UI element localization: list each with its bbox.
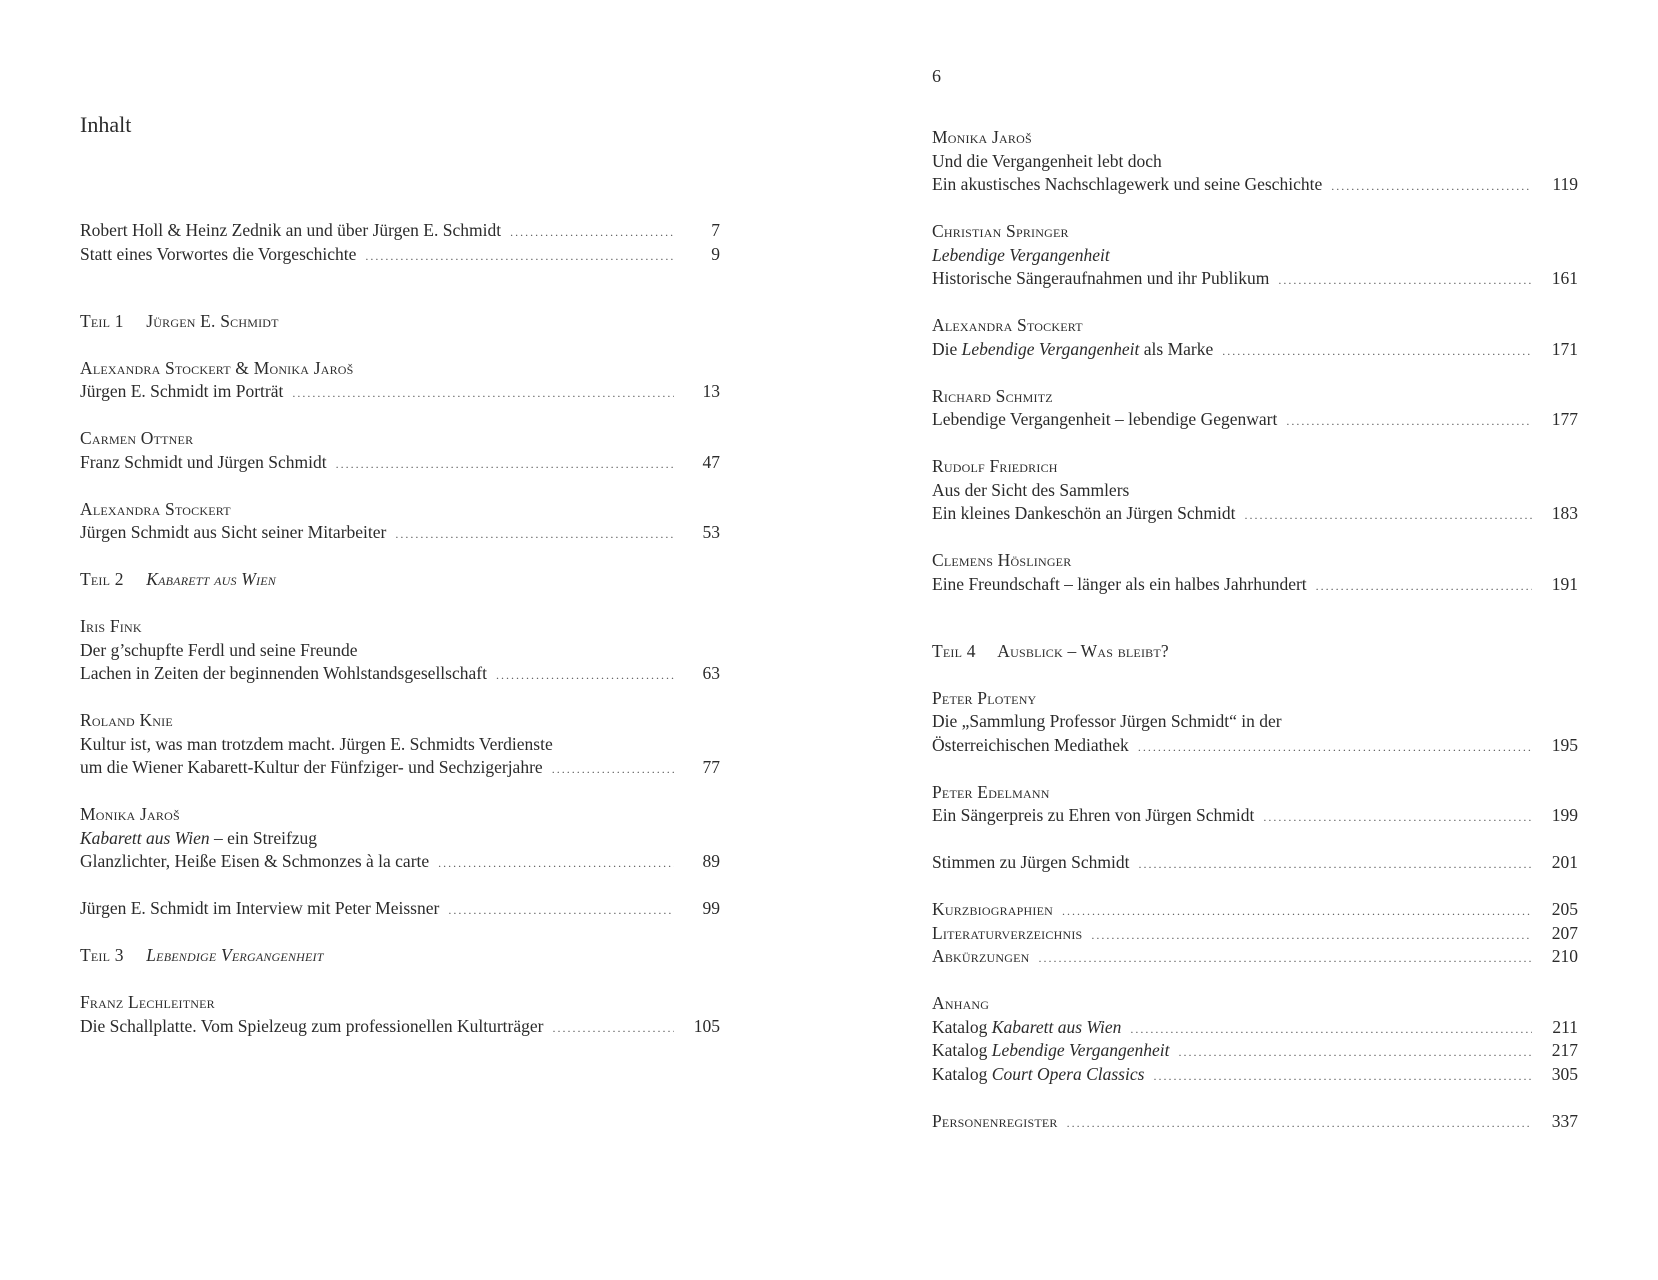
page-number: 89 (702, 851, 720, 871)
leader-dots (1153, 1065, 1532, 1089)
toc-row[interactable] (932, 573, 1578, 597)
left-page (80, 0, 720, 1280)
toc-row[interactable] (932, 173, 1578, 197)
leader-dots (1278, 269, 1532, 293)
toc-entry (932, 687, 1578, 758)
toc-entry-title: um die Wiener Kabarett-Kultur der Fünfziger- und Sechzigerjahre (80, 757, 543, 777)
toc-entry (80, 498, 720, 545)
toc-entry-title: Kurzbiographien (932, 899, 1053, 919)
leader-dots (552, 1017, 674, 1041)
toc-entry-line: Die „Sammlung Professor Jürgen Schmidt“ in der (932, 711, 1282, 731)
part-title: Ausblick – Was bleibt? (997, 640, 1169, 661)
toc-author: Clemens Höslinger (932, 550, 1072, 570)
page-number: 13 (702, 381, 720, 401)
page-number: 207 (1551, 922, 1578, 943)
toc-row[interactable] (80, 850, 720, 874)
part-label: Teil 4 (932, 640, 976, 661)
toc-entry-title: Ein Sängerpreis zu Ehren von Jürgen Schmidt (932, 805, 1255, 825)
toc-entry-title: Franz Schmidt und Jürgen Schmidt (80, 451, 327, 472)
toc-entry-title: Robert Holl & Heinz Zednik an und über Jürgen E. Schmidt (80, 220, 502, 240)
right-page (932, 0, 1578, 1280)
page-number: 47 (702, 451, 720, 472)
page-number: 171 (1551, 338, 1578, 359)
italic-title: Court Opera Classics (991, 1063, 1145, 1084)
toc-entry-title: Lebendige Vergangenheit – lebendige Gegenwart (932, 409, 1278, 429)
page-number: 161 (1551, 268, 1578, 288)
toc-row[interactable] (932, 267, 1578, 291)
leader-dots (510, 221, 674, 245)
toc-entry (80, 897, 720, 921)
page-number: 217 (1551, 1040, 1578, 1060)
italic-title: Lebendige Vergangenheit (961, 338, 1140, 359)
toc-right (932, 126, 1578, 1157)
text-pre: Katalog (932, 1063, 992, 1084)
page-title: Inhalt (80, 112, 132, 137)
toc-author: Richard Schmitz (932, 385, 1053, 406)
toc-row[interactable] (932, 922, 1578, 946)
page-number: 211 (1552, 1016, 1578, 1037)
toc-appendix (932, 992, 1578, 1086)
toc-back-matter (932, 898, 1578, 969)
page-number: 210 (1551, 946, 1578, 966)
toc-author: Alexandra Stockert & Monika Jaroš (80, 357, 354, 378)
toc-row[interactable] (932, 1039, 1578, 1063)
part-label: Teil 1 (80, 310, 124, 331)
page-number: 7 (711, 220, 720, 240)
page-number: 305 (1551, 1063, 1578, 1084)
toc-author: Christian Springer (932, 221, 1069, 241)
toc-entry-title: Abkürzungen (932, 946, 1030, 966)
toc-entry-title: Jürgen E. Schmidt im Interview mit Peter Meissner (80, 898, 440, 918)
toc-row[interactable] (932, 1016, 1578, 1040)
toc-row[interactable] (80, 521, 720, 545)
toc-row[interactable] (80, 756, 720, 780)
toc-entry-title: Die Schallplatte. Vom Spielzeug zum professionellen Kulturträger (80, 1015, 544, 1036)
page-number: 63 (702, 663, 720, 683)
toc-left (80, 219, 720, 1062)
toc-entry (932, 385, 1578, 432)
toc-row[interactable] (932, 734, 1578, 758)
page-number: 9 (711, 243, 720, 264)
toc-row[interactable] (932, 945, 1578, 969)
text-pre: Katalog (932, 1040, 992, 1060)
page-number: 205 (1551, 899, 1578, 919)
part-label: Teil 3 (80, 945, 124, 965)
toc-entry-title: Personenregister (932, 1110, 1058, 1131)
toc-entry (80, 991, 720, 1038)
page-number-header: 6 (932, 66, 941, 86)
page-number: 191 (1551, 573, 1578, 594)
toc-entry-title: Lachen in Zeiten der beginnenden Wohlstandsgesellschaft (80, 663, 487, 683)
italic-title: Lebendige Vergangenheit (991, 1040, 1170, 1060)
text-pre: Katalog (932, 1016, 992, 1037)
toc-row[interactable] (932, 338, 1578, 362)
page-number: 337 (1551, 1110, 1578, 1131)
toc-entry (80, 615, 720, 686)
toc-entry-title: Ein akustisches Nachschlagewerk und seine Geschichte (932, 174, 1323, 194)
toc-author: Roland Knie (80, 710, 173, 730)
page-number: 99 (702, 898, 720, 918)
italic-title: Kabarett aus Wien (991, 1016, 1122, 1037)
toc-row[interactable] (932, 1110, 1578, 1134)
appendix-heading: Anhang (932, 993, 990, 1013)
leader-dots (1331, 175, 1532, 199)
toc-row[interactable] (80, 243, 720, 267)
text-post: als Marke (1139, 338, 1214, 359)
leader-dots (1179, 1041, 1533, 1065)
toc-row[interactable] (932, 851, 1578, 875)
toc-entry-title: Eine Freundschaft – länger als ein halbes Jahrhundert (932, 573, 1307, 594)
page-number: 183 (1551, 503, 1578, 523)
page-number: 105 (693, 1015, 720, 1036)
part-heading (80, 944, 720, 968)
toc-entry-title: Jürgen Schmidt aus Sicht seiner Mitarbeiter (80, 522, 387, 542)
page-number: 177 (1551, 409, 1578, 429)
toc-entry-title (932, 1016, 1121, 1040)
toc-entry-title: Historische Sängeraufnahmen und ihr Publikum (932, 268, 1270, 288)
toc-intro (80, 219, 720, 266)
leader-dots (1091, 924, 1532, 948)
toc-entry (932, 781, 1578, 828)
toc-entry (80, 709, 720, 780)
line-rest: – ein Streifzug (209, 827, 318, 848)
toc-entry-title: Statt eines Vorwortes die Vorgeschichte (80, 243, 357, 264)
toc-entry-title: Stimmen zu Jürgen Schmidt (932, 852, 1130, 872)
toc-author: Alexandra Stockert (932, 315, 1083, 335)
toc-row[interactable] (80, 451, 720, 475)
toc-entry-line: Der g’schupfte Ferdl und seine Freunde (80, 639, 358, 660)
leader-dots (1263, 806, 1532, 830)
part-title: Jürgen E. Schmidt (146, 310, 279, 331)
leader-dots (1139, 853, 1532, 877)
toc-entry (932, 126, 1578, 197)
toc-register (932, 1110, 1578, 1134)
part-title: Kabarett aus Wien (146, 569, 276, 589)
part-heading (80, 310, 720, 334)
toc-entry-title: Literaturverzeichnis (932, 922, 1083, 943)
toc-author: Rudolf Friedrich (932, 456, 1058, 476)
toc-entry-title: Jürgen E. Schmidt im Porträt (80, 381, 284, 401)
leader-dots (438, 852, 674, 876)
toc-entry-line: Aus der Sicht des Sammlers (932, 479, 1130, 500)
toc-entry (932, 314, 1578, 361)
leader-dots (1286, 410, 1532, 434)
toc-entry (932, 220, 1578, 291)
toc-entry-title (932, 1039, 1170, 1063)
page-number: 195 (1551, 734, 1578, 755)
toc-row[interactable] (80, 219, 720, 243)
toc-row[interactable] (80, 897, 720, 921)
toc-entry-line: Lebendige Vergangenheit (932, 244, 1110, 265)
leader-dots (552, 758, 674, 782)
page-number: 199 (1551, 805, 1578, 825)
toc-row[interactable] (932, 804, 1578, 828)
toc-author: Iris Fink (80, 616, 142, 636)
leader-dots (336, 453, 674, 477)
leader-dots (1244, 504, 1532, 528)
leader-dots (1067, 1112, 1532, 1136)
leader-dots (395, 523, 674, 547)
leader-dots (448, 899, 674, 923)
toc-entry-title (932, 1063, 1144, 1087)
leader-dots (1130, 1018, 1532, 1042)
toc-row[interactable] (80, 1015, 720, 1039)
leader-dots (1316, 575, 1532, 599)
toc-entry-title (932, 338, 1213, 362)
toc-entry-line (80, 827, 720, 851)
toc-entry (80, 427, 720, 474)
toc-entry-line: Und die Vergangenheit lebt doch (932, 150, 1162, 171)
part-heading (80, 568, 720, 592)
toc-row[interactable] (932, 1063, 1578, 1087)
toc-author: Monika Jaroš (932, 127, 1032, 147)
leader-dots (292, 382, 674, 406)
toc-entry-line: Kultur ist, was man trotzdem macht. Jürgen E. Schmidts Verdienste (80, 733, 553, 754)
leader-dots (1138, 736, 1532, 760)
toc-row[interactable] (80, 380, 720, 404)
toc-entry-title: Ein kleines Dankeschön an Jürgen Schmidt (932, 503, 1236, 523)
toc-entry-title: Österreichischen Mediathek (932, 734, 1129, 755)
italic-title: Kabarett aus Wien (80, 827, 210, 848)
part-title: Lebendige Vergangenheit (146, 945, 324, 965)
toc-entry (80, 357, 720, 404)
toc-author: Peter Ploteny (932, 687, 1037, 708)
toc-entry (932, 549, 1578, 596)
page-number: 77 (702, 757, 720, 777)
leader-dots (365, 245, 674, 269)
toc-row[interactable] (932, 898, 1578, 922)
toc-row[interactable] (932, 408, 1578, 432)
toc-entry (932, 455, 1578, 526)
leader-dots (1039, 947, 1532, 971)
page-number: 119 (1552, 174, 1578, 194)
toc-row[interactable] (80, 662, 720, 686)
leader-dots (1062, 900, 1532, 924)
page-number: 201 (1551, 852, 1578, 872)
toc-author: Carmen Ottner (80, 428, 194, 448)
toc-entry (80, 803, 720, 874)
toc-author: Monika Jaroš (80, 804, 180, 824)
text-pre: Die (932, 338, 962, 359)
leader-dots (496, 664, 674, 688)
part-heading (932, 640, 1578, 664)
leader-dots (1222, 340, 1532, 364)
toc-entry (932, 851, 1578, 875)
page-number: 53 (702, 522, 720, 542)
toc-row[interactable] (932, 502, 1578, 526)
toc-entry-title: Glanzlichter, Heiße Eisen & Schmonzes à la carte (80, 851, 430, 871)
toc-author: Peter Edelmann (932, 781, 1050, 802)
toc-author: Franz Lechleitner (80, 992, 215, 1012)
part-label: Teil 2 (80, 569, 124, 589)
toc-author: Alexandra Stockert (80, 498, 231, 519)
